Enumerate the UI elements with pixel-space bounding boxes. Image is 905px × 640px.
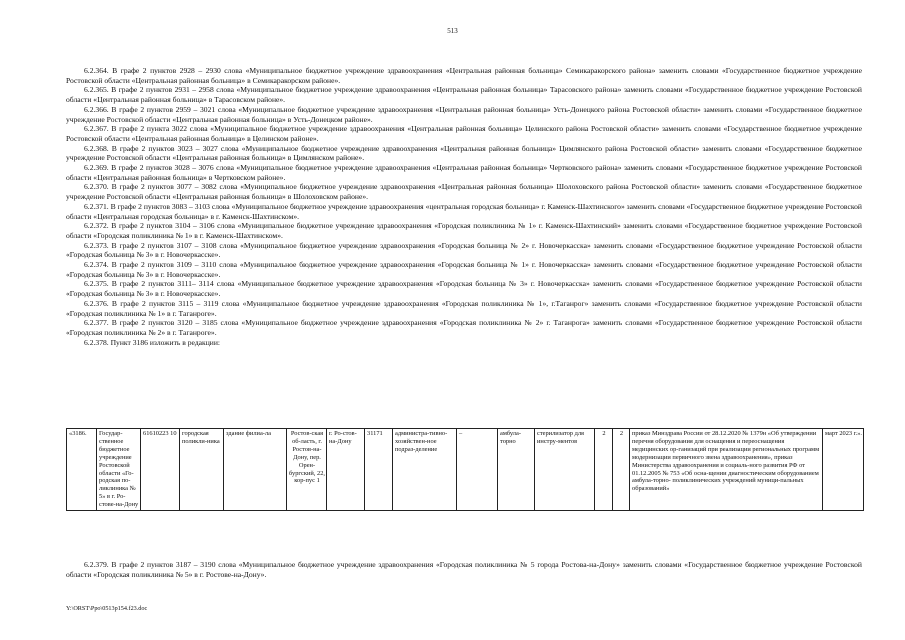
paragraph: 6.2.377. В графе 2 пунктов 3120 – 3185 слова «Муниципальное бюджетное учреждение здравоохранения «Городская поликлиника № 2» г. Таганрога» заменить словами «Государственное бюджетное учреждение Ростовской области «Городская поликлиника № 2» в г. Таганроге». (66, 318, 862, 337)
file-path-footer: Y:\ORST\Ppo\0513p154.f23.doc (66, 605, 148, 612)
paragraph: 6.2.376. В графе 2 пунктов 3115 – 3119 слова «Муниципальное бюджетное учреждение здравоохранения «Городская поликлиника № 1», г.Таганрог» заменить словами «Государственное бюджетное учреждение Ростовской области «Городская поликлиника № 1» в г. Таганроге». (66, 298, 862, 318)
table-cell: приказ Минздрава России от 28.12.2020 № 1379н «Об утверждении перечня оборудования для оснащения и переоснащения медицинских ор-ганизаций при реализации региональных программ модернизации первичного звена здравоохранения», приказ Министерства здравоохранения и социаль-ного развития РФ от 01.12.2005 № 753 «Об осна-щении диагностическим оборудованием амбула-торно- поликлинических учреждений муници-пальных образований» (630, 429, 823, 511)
table-cell: 61610223 10 (141, 429, 180, 511)
paragraph: 6.2.369. В графе 2 пунктов 3028 – 3076 слова «Муниципальное бюджетное учреждение здравоохранения «Центральная районная больница» Чертковского района» заменить словами «Государственное бюджетное учреждение Ростовской области «Центральная районная больница» в Чертковском районе». (66, 163, 862, 182)
replacement-table (66, 428, 864, 511)
table-cell: стерилизатор для инстру-ментов (535, 429, 595, 511)
table-cell: 2 (595, 429, 613, 511)
paragraph: 6.2.368. В графе 2 пунктов 3023 – 3027 слова «Муниципальное бюджетное учреждение здравоохранения «Центральная районная больница» Цимлянского района Ростовской области» заменить словами «Государственное бюджетное учреждение Ростовской области «Центральная районная больница» в Цимлянском районе». (66, 143, 862, 163)
table-cell: Государ-ственное бюджетное учреждение Ростовской области «Го-родская по-ликлиника № 5» в г. Ро-стове-на-Дону (97, 429, 141, 511)
table-cell: – (457, 429, 498, 511)
table-cell: здание филиа-ла (224, 429, 287, 511)
paragraph: 6.2.371. В графе 2 пунктов 3083 – 3103 слова «Муниципальное бюджетное учреждение здравоохранения «центральная городская больница» г. Каменск-Шахтинского» заменить словами «Государственное бюджетное учреждение Ростовской области «Центральная городская больница» в г. Каменск-Шахтинском». (66, 201, 862, 221)
table-cell: городская поликли-ника (180, 429, 224, 511)
paragraph: 6.2.373. В графе 2 пунктов 3107 – 3108 слова «Муниципальное бюджетное учреждение здравоохранения «Городская больница № 2» г. Новочеркасска» заменить словами «Государственное бюджетное учреждение Ростовской области «Городская больница № 3» в г. Новочеркасске». (66, 240, 862, 260)
document-body (66, 66, 862, 347)
table-cell: 2 (613, 429, 630, 511)
page-number: 513 (447, 27, 458, 35)
table-row (67, 429, 864, 511)
paragraph: 6.2.367. В графе 2 пункта 3022 слова «Муниципальное бюджетное учреждение здравоохранения «Центральная районная больница» Целинского района Ростовской области» заменить словами «Государственное бюджетное учреждение Ростовской области «Центральная районная больница» в Целинском районе». (66, 124, 862, 143)
table-cell: администра-тивно-хозяйствен-ное подраз-деление (393, 429, 457, 511)
paragraph: 6.2.370. В графе 2 пунктов 3077 – 3082 слова «Муниципальное бюджетное учреждение здравоохранения «Центральная районная больница» Шолоховского района Ростовской области» заменить словами «Государственное бюджетное учреждение Ростовской области «Центральная районная больница» в Шолоховском районе». (66, 182, 862, 202)
paragraph: 6.2.379. В графе 2 пунктов 3187 – 3190 слова «Муниципальное бюджетное учреждение здравоохранения «Городская поликлиника № 5 города Ростова-на-Дону» заменить словами «Государственное бюджетное учреждение Ростовской области «Городская поликлиника № 5» в г. Ростове-на-Дону». (66, 560, 862, 579)
paragraph: 6.2.364. В графе 2 пунктов 2928 – 2930 слова «Муниципальное бюджетное учреждение здравоохранения «Центральная районная больница» Семикаракорского района» заменить словами «Государственное бюджетное учреждение Ростовской области «Центральная районная больница» в Семикаракорском районе». (66, 66, 862, 85)
paragraph: 6.2.374. В графе 2 пунктов 3109 – 3110 слова «Муниципальное бюджетное учреждение здравоохранения «Городская больница № 1» г. Новочеркасска» заменить словами «Государственное бюджетное учреждение Ростовской области «Городская больница № 3» в г. Новочеркасске». (66, 260, 862, 279)
table-cell: 31171 (365, 429, 393, 511)
table-cell: Ростов-ская об-ласть, г. Ростов-на-Дону, пер. Орен-бургский, 22, кор-пус 1 (287, 429, 327, 511)
paragraph: 6.2.378. Пункт 3186 изложить в редакции: (84, 337, 221, 347)
paragraph: 6.2.375. В графе 2 пунктов 3111– 3114 слова «Муниципальное бюджетное учреждение здравоохранения «Городская больница № 3» г. Новочеркасска» заменить словами «Государственное бюджетное учреждение Ростовской области «Городская больница № 3» в г. Новочеркасске». (66, 279, 862, 299)
table-cell: г. Ро-стов-на-Дону (327, 429, 365, 511)
paragraph: 6.2.366. В графе 2 пунктов 2959 – 3021 слова «Муниципальное бюджетное учреждение здравоохранения «Центральная районная больница» Усть-Донецкого района Ростовской области» заменить словами «Государственное бюджетное учреждение Ростовской области «Центральная районная больница» в Усть-Донецком районе». (66, 104, 862, 124)
paragraph: 6.2.365. В графе 2 пунктов 2931 – 2958 слова «Муниципальное бюджетное учреждение здравоохранения «Центральная районная больница» Тарасовского района» заменить словами «Государственное бюджетное учреждение Ростовской области «Центральная районная больница» в Тарасовском районе». (66, 85, 862, 105)
table-cell: амбула-торно (498, 429, 535, 511)
paragraph: 6.2.372. В графе 2 пунктов 3104 – 3106 слова «Муниципальное бюджетное учреждение здравоохранения «Городская поликлиника № 1» г. Каменск-Шахтинский» заменить словами «Государственное бюджетное учреждение Ростовской области «Городская поликлиника № 1» в г. Каменск-Шахтинском». (66, 221, 862, 240)
table-cell: март 2023 г.». (823, 429, 864, 511)
closing-text (66, 560, 862, 579)
table-cell: «3186. (67, 429, 97, 511)
